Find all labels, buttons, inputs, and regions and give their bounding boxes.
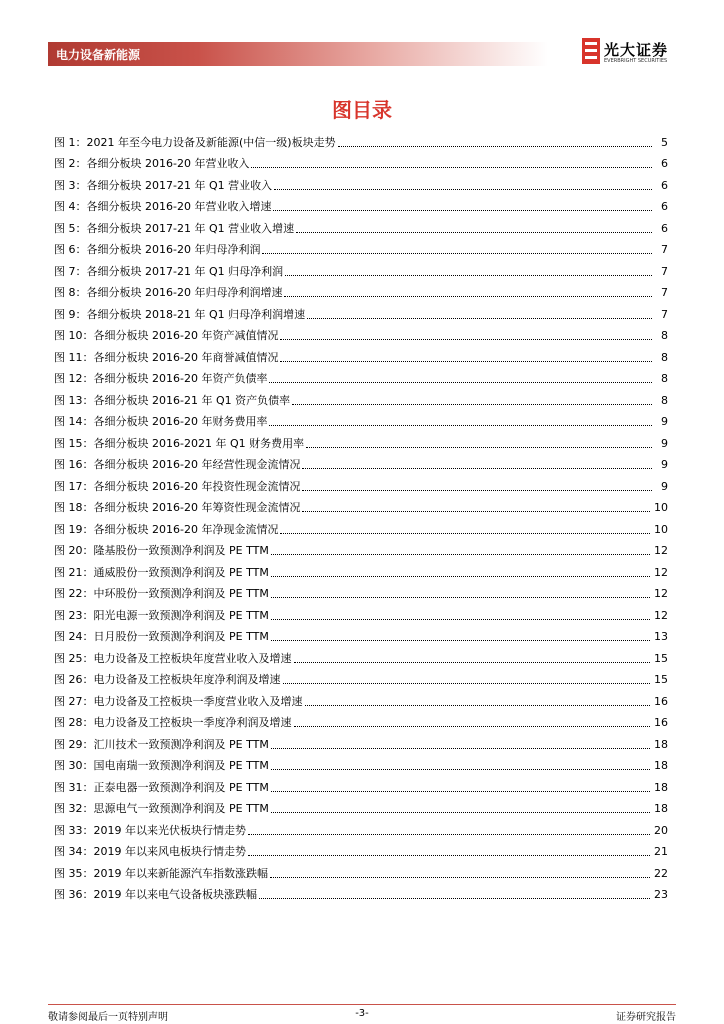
toc-entry[interactable] xyxy=(54,494,668,516)
toc-entry-label: 图 32：思源电气一致预测净利润及 PE TTM xyxy=(54,802,269,815)
toc-leader-dots xyxy=(302,510,650,512)
toc-entry[interactable] xyxy=(54,515,668,537)
toc-entry[interactable] xyxy=(54,687,668,709)
toc-entry[interactable] xyxy=(54,128,668,150)
toc-entry-page: 10 xyxy=(654,501,668,514)
toc-entry-page: 9 xyxy=(661,458,668,471)
toc-entry[interactable] xyxy=(54,451,668,473)
toc-entry-label: 图 7：各细分板块 2017-21 年 Q1 归母净利润 xyxy=(54,264,284,278)
page-number: -3- xyxy=(355,1008,369,1019)
toc-entry[interactable] xyxy=(54,472,668,494)
toc-leader-dots xyxy=(248,833,650,835)
toc-entry-label: 图 26：电力设备及工控板块年度净利润及增速 xyxy=(54,673,281,686)
toc-entry-page: 16 xyxy=(654,694,668,708)
toc-entry-page: 16 xyxy=(654,716,668,729)
toc-leader-dots xyxy=(270,876,650,878)
toc-leader-dots xyxy=(262,252,652,254)
toc-entry[interactable] xyxy=(54,881,668,903)
footer-divider xyxy=(48,1004,676,1005)
toc-entry-page: 7 xyxy=(661,307,668,321)
toc-entry-page: 9 xyxy=(661,415,668,428)
toc-entry-label: 图 29：汇川技术一致预测净利润及 PE TTM xyxy=(54,737,269,751)
toc-entry-page: 15 xyxy=(654,651,668,665)
toc-entry-label: 图 35：2019 年以来新能源汽车指数涨跌幅 xyxy=(54,866,268,880)
toc-leader-dots xyxy=(338,145,652,147)
toc-entry-label: 图 33：2019 年以来光伏板块行情走势 xyxy=(54,823,246,837)
toc-entry-label: 图 16：各细分板块 2016-20 年经营性现金流情况 xyxy=(54,458,301,471)
toc-entry-label: 图 28：电力设备及工控板块一季度净利润及增速 xyxy=(54,716,292,729)
logo-text: 光大证券 xyxy=(604,41,669,59)
toc-leader-dots xyxy=(294,661,651,663)
toc-leader-dots xyxy=(285,274,652,276)
toc-leader-dots xyxy=(271,596,650,598)
toc-leader-dots xyxy=(283,682,651,684)
toc-entry-page: 6 xyxy=(661,200,668,213)
toc-leader-dots xyxy=(296,231,652,233)
header-banner xyxy=(48,42,548,66)
toc-leader-dots xyxy=(269,424,652,426)
toc-entry-label: 图 36：2019 年以来电气设备板块涨跌幅 xyxy=(54,888,257,901)
toc-leader-dots xyxy=(284,295,652,297)
toc-entry-label: 图 11：各细分板块 2016-20 年商誉减值情况 xyxy=(54,350,279,364)
toc-leader-dots xyxy=(271,639,650,641)
toc-leader-dots xyxy=(271,811,650,813)
toc-entry[interactable] xyxy=(54,408,668,430)
toc-entry-label: 图 22：中环股份一致预测净利润及 PE TTM xyxy=(54,587,269,600)
toc-leader-dots xyxy=(259,897,650,899)
toc-leader-dots xyxy=(271,553,650,555)
toc-entry-page: 12 xyxy=(654,587,668,600)
toc-entry-page: 18 xyxy=(654,759,668,772)
toc-entry[interactable] xyxy=(54,322,668,344)
toc-entry[interactable] xyxy=(54,580,668,602)
toc-leader-dots xyxy=(307,317,652,319)
toc-leader-dots xyxy=(273,209,652,211)
toc-entry-label: 图 12：各细分板块 2016-20 年资产负债率 xyxy=(54,372,268,385)
toc-entry-label: 图 21：通威股份一致预测净利润及 PE TTM xyxy=(54,565,269,579)
toc-leader-dots xyxy=(248,854,650,856)
toc-entry[interactable] xyxy=(54,816,668,838)
toc-entry-page: 7 xyxy=(661,286,668,299)
toc-entry-page: 22 xyxy=(654,866,668,880)
footer-disclaimer: 敬请参阅最后一页特别声明 xyxy=(48,1012,168,1023)
toc-entry[interactable] xyxy=(54,795,668,817)
toc-entry-page: 8 xyxy=(661,329,668,342)
toc-entry-label: 图 10：各细分板块 2016-20 年资产减值情况 xyxy=(54,329,279,342)
logo-mark-icon xyxy=(582,38,600,64)
toc-entry-label: 图 24：日月股份一致预测净利润及 PE TTM xyxy=(54,630,269,643)
toc-entry[interactable] xyxy=(54,429,668,451)
toc-entry-label: 图 13：各细分板块 2016-21 年 Q1 资产负债率 xyxy=(54,393,291,407)
toc-entry-page: 8 xyxy=(661,393,668,407)
toc-entry-label: 图 4：各细分板块 2016-20 年营业收入增速 xyxy=(54,200,272,213)
section-title: 电力设备新能源 xyxy=(56,48,141,62)
toc-entry-page: 21 xyxy=(654,845,668,858)
page-title: 图目录 xyxy=(332,98,392,122)
toc-entry[interactable] xyxy=(54,171,668,193)
toc-entry-page: 12 xyxy=(654,544,668,557)
toc-leader-dots xyxy=(271,790,650,792)
toc-entry-page: 13 xyxy=(654,630,668,643)
toc-leader-dots xyxy=(306,446,652,448)
toc-entry[interactable] xyxy=(54,773,668,795)
toc-entry-page: 9 xyxy=(661,436,668,450)
toc-entry[interactable] xyxy=(54,601,668,623)
toc-entry-page: 8 xyxy=(661,372,668,385)
report-type: 证券研究报告 xyxy=(616,1012,676,1023)
toc-entry[interactable] xyxy=(54,644,668,666)
toc-entry-page: 7 xyxy=(661,264,668,278)
toc-entry-page: 18 xyxy=(654,802,668,815)
toc-entry[interactable] xyxy=(54,386,668,408)
toc-entry-page: 10 xyxy=(654,522,668,536)
toc-entry-label: 图 15：各细分板块 2016-2021 年 Q1 财务费用率 xyxy=(54,436,305,450)
toc-entry[interactable] xyxy=(54,558,668,580)
toc-entry-label: 图 1：2021 年至今电力设备及新能源(中信一级)板块走势 xyxy=(54,135,336,149)
toc-entry-label: 图 27：电力设备及工控板块一季度营业收入及增速 xyxy=(54,694,303,708)
toc-entry-label: 图 25：电力设备及工控板块年度营业收入及增速 xyxy=(54,651,292,665)
toc-leader-dots xyxy=(269,381,652,383)
toc-entry-page: 6 xyxy=(661,157,668,170)
toc-entry-page: 18 xyxy=(654,737,668,751)
toc-entry[interactable] xyxy=(54,236,668,258)
toc-entry-label: 图 8：各细分板块 2016-20 年归母净利润增速 xyxy=(54,286,283,299)
toc-entry-label: 图 23：阳光电源一致预测净利润及 PE TTM xyxy=(54,608,269,622)
toc-entry-page: 20 xyxy=(654,823,668,837)
toc-entry-page: 15 xyxy=(654,673,668,686)
toc-entry[interactable] xyxy=(54,214,668,236)
toc-entry-page: 12 xyxy=(654,565,668,579)
toc-leader-dots xyxy=(280,360,652,362)
toc-entry[interactable] xyxy=(54,343,668,365)
toc-entry[interactable] xyxy=(54,300,668,322)
toc-entry[interactable] xyxy=(54,279,668,301)
toc-leader-dots xyxy=(274,188,652,190)
toc-entry[interactable] xyxy=(54,859,668,881)
toc-entry[interactable] xyxy=(54,537,668,559)
toc-entry[interactable] xyxy=(54,709,668,731)
toc-leader-dots xyxy=(271,768,650,770)
toc-leader-dots xyxy=(280,338,652,340)
toc-leader-dots xyxy=(292,403,652,405)
toc-entry-label: 图 31：正泰电器一致预测净利润及 PE TTM xyxy=(54,780,269,794)
toc-entry-label: 图 3：各细分板块 2017-21 年 Q1 营业收入 xyxy=(54,178,273,192)
toc-entry-label: 图 20：隆基股份一致预测净利润及 PE TTM xyxy=(54,544,269,557)
toc-leader-dots xyxy=(251,166,652,168)
toc-leader-dots xyxy=(271,575,650,577)
toc-leader-dots xyxy=(271,618,650,620)
toc-entry-page: 8 xyxy=(661,350,668,364)
company-logo xyxy=(582,38,682,68)
toc-entry[interactable] xyxy=(54,193,668,215)
toc-entry-page: 6 xyxy=(661,221,668,235)
toc-entry-label: 图 17：各细分板块 2016-20 年投资性现金流情况 xyxy=(54,479,301,493)
toc-entry[interactable] xyxy=(54,623,668,645)
toc-entry[interactable] xyxy=(54,838,668,860)
toc-entry-page: 7 xyxy=(661,243,668,256)
toc-entry-label: 图 18：各细分板块 2016-20 年筹资性现金流情况 xyxy=(54,501,301,514)
toc-entry-label: 图 34：2019 年以来风电板块行情走势 xyxy=(54,845,246,858)
logo-subtext: EVERBRIGHT SECURITIES xyxy=(604,58,668,64)
toc-entry[interactable] xyxy=(54,257,668,279)
toc-leader-dots xyxy=(280,532,650,534)
toc-entry-page: 6 xyxy=(661,178,668,192)
toc-entry-page: 18 xyxy=(654,780,668,794)
toc-entry[interactable] xyxy=(54,730,668,752)
toc-entry-page: 5 xyxy=(661,135,668,149)
toc-entry[interactable] xyxy=(54,752,668,774)
table-of-figures xyxy=(54,128,668,902)
toc-entry-label: 图 9：各细分板块 2018-21 年 Q1 归母净利润增速 xyxy=(54,307,306,321)
toc-entry-page: 23 xyxy=(654,888,668,901)
toc-entry-label: 图 2：各细分板块 2016-20 年营业收入 xyxy=(54,157,250,170)
toc-entry[interactable] xyxy=(54,365,668,387)
toc-entry-label: 图 6：各细分板块 2016-20 年归母净利润 xyxy=(54,243,261,256)
toc-leader-dots xyxy=(271,747,650,749)
toc-leader-dots xyxy=(294,725,651,727)
toc-entry-label: 图 14：各细分板块 2016-20 年财务费用率 xyxy=(54,415,268,428)
toc-entry[interactable] xyxy=(54,150,668,172)
toc-entry-label: 图 19：各细分板块 2016-20 年净现金流情况 xyxy=(54,522,279,536)
toc-entry[interactable] xyxy=(54,666,668,688)
toc-entry-label: 图 30：国电南瑞一致预测净利润及 PE TTM xyxy=(54,759,269,772)
toc-entry-page: 12 xyxy=(654,608,668,622)
toc-leader-dots xyxy=(302,489,652,491)
toc-leader-dots xyxy=(302,467,652,469)
toc-entry-page: 9 xyxy=(661,479,668,493)
toc-leader-dots xyxy=(305,704,651,706)
toc-entry-label: 图 5：各细分板块 2017-21 年 Q1 营业收入增速 xyxy=(54,221,295,235)
